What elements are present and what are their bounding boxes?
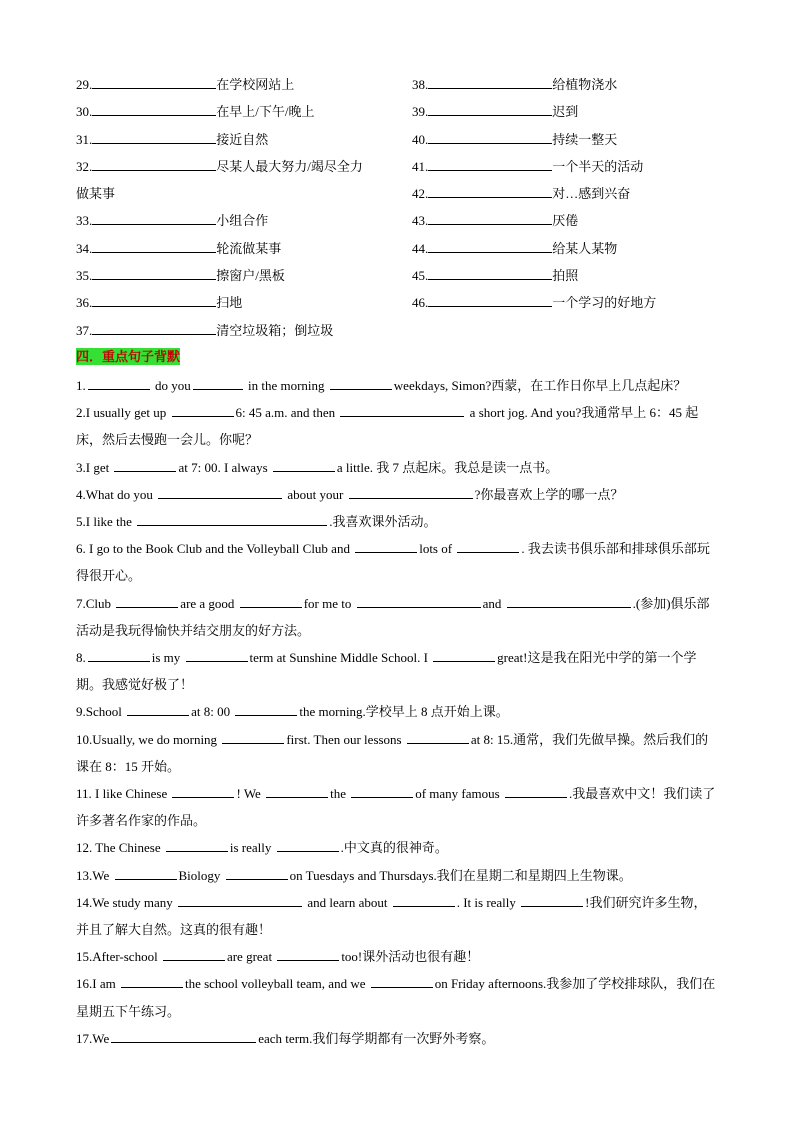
- answer-blank[interactable]: [357, 594, 481, 608]
- answer-blank[interactable]: [92, 130, 216, 144]
- vocab-item: [76, 239, 412, 266]
- sentence-item: [76, 834, 718, 861]
- item-number: 40.: [412, 131, 429, 147]
- sentence-item: [76, 454, 718, 481]
- vocab-item: [76, 321, 412, 348]
- item-meaning: 做某事: [76, 186, 116, 202]
- answer-blank[interactable]: [88, 648, 150, 662]
- vocab-item: [412, 102, 736, 129]
- sentence-text: term at Sunshine Middle School. I: [249, 650, 432, 666]
- sentence-text: ! We: [236, 786, 265, 802]
- vocab-item: [76, 130, 412, 157]
- sentence-text: 9.School: [76, 704, 126, 720]
- answer-blank[interactable]: [92, 239, 216, 253]
- item-meaning: 接近自然: [216, 131, 269, 147]
- sentence-text: are a good: [180, 595, 238, 611]
- answer-blank[interactable]: [277, 838, 339, 852]
- sentence-text: 6. I go to the Book Club and the Volleyball Club and: [76, 541, 354, 557]
- answer-blank[interactable]: [137, 512, 327, 526]
- item-meaning: 一个半天的活动: [552, 158, 644, 174]
- sentence-text: at 7: 00. I always: [178, 459, 271, 475]
- vocab-row: [76, 75, 736, 102]
- vocab-item: [412, 157, 736, 184]
- answer-blank[interactable]: [428, 266, 552, 280]
- sentence-text: . It is really: [456, 894, 520, 910]
- sentence-item: [76, 1025, 718, 1052]
- item-number: 46.: [412, 295, 429, 311]
- sentence-text: about your: [284, 486, 347, 502]
- answer-blank[interactable]: [521, 893, 583, 907]
- answer-blank[interactable]: [505, 784, 567, 798]
- item-number: 31.: [76, 131, 93, 147]
- answer-blank[interactable]: [428, 184, 552, 198]
- sentence-text: lots of: [419, 541, 456, 557]
- answer-blank[interactable]: [111, 1029, 256, 1043]
- sentence-text: 10.Usually, we do morning: [76, 731, 221, 747]
- sentence-item: [76, 372, 718, 399]
- item-number: 41.: [412, 158, 429, 174]
- vocab-row: [76, 293, 736, 320]
- answer-blank[interactable]: [428, 157, 552, 171]
- sentence-item: [76, 590, 718, 644]
- item-meaning: 小组合作: [216, 213, 269, 229]
- answer-blank[interactable]: [92, 321, 216, 335]
- answer-blank[interactable]: [349, 485, 473, 499]
- vocab-item: [412, 211, 736, 238]
- vocab-list: [76, 75, 736, 348]
- sentence-text: !我们研究许多生物，并且了解大自然。这真的很有趣！: [76, 894, 707, 938]
- sentence-text: 14.We study many: [76, 894, 177, 910]
- answer-blank[interactable]: [172, 403, 234, 417]
- vocab-row: [76, 321, 736, 348]
- answer-blank[interactable]: [433, 648, 495, 662]
- sentence-text: Biology: [178, 867, 224, 883]
- answer-blank[interactable]: [158, 485, 282, 499]
- answer-blank[interactable]: [92, 211, 216, 225]
- answer-blank[interactable]: [355, 539, 417, 553]
- answer-blank[interactable]: [330, 376, 392, 390]
- sentence-text: and: [482, 595, 505, 611]
- item-meaning: 给某人某物: [552, 240, 618, 256]
- vocab-item: [412, 266, 736, 293]
- answer-blank[interactable]: [507, 594, 631, 608]
- sentence-text: at 8: 00: [191, 704, 234, 720]
- vocab-row: [76, 239, 736, 266]
- vocab-item: [412, 293, 736, 320]
- sentence-text: .我喜欢课外活动。: [329, 514, 437, 530]
- sentence-text: the school volleyball team, and we: [184, 976, 369, 992]
- vocab-item: [412, 130, 736, 157]
- sentence-text: too!课外活动也很有趣！: [341, 949, 480, 965]
- sentence-item: [76, 889, 718, 943]
- answer-blank[interactable]: [172, 784, 234, 798]
- answer-blank[interactable]: [116, 594, 178, 608]
- item-number: 44.: [412, 240, 429, 256]
- vocab-item: [76, 157, 412, 184]
- answer-blank[interactable]: [457, 539, 519, 553]
- sentence-list: [76, 372, 718, 1052]
- item-meaning: 持续一整天: [552, 131, 618, 147]
- sentence-text: 11. I like Chinese: [76, 786, 171, 802]
- vocab-item-continued: [76, 184, 412, 211]
- vocab-item: [76, 293, 412, 320]
- vocab-row: [76, 184, 736, 211]
- item-meaning: 轮流做某事: [216, 240, 282, 256]
- answer-blank[interactable]: [92, 293, 216, 307]
- item-meaning: 在早上/下午/晚上: [216, 104, 315, 120]
- answer-blank[interactable]: [240, 594, 302, 608]
- answer-blank[interactable]: [273, 458, 335, 472]
- sentence-text: are great: [226, 949, 276, 965]
- answer-blank[interactable]: [428, 130, 552, 144]
- sentence-text: each term.我们每学期都有一次野外考察。: [258, 1030, 495, 1046]
- answer-blank[interactable]: [163, 947, 225, 961]
- item-meaning: 拍照: [552, 268, 579, 284]
- sentence-text: first. Then our lessons: [286, 731, 405, 747]
- sentence-text: the morning.学校早上 8 点开始上课。: [299, 704, 509, 720]
- vocab-row: [76, 157, 736, 184]
- sentence-text: great!这是我在阳光中学的第一个学期。我感觉好极了！: [76, 650, 697, 693]
- answer-blank[interactable]: [371, 974, 433, 988]
- sentence-item: [76, 644, 718, 698]
- item-number: 39.: [412, 104, 429, 120]
- item-meaning: 迟到: [552, 104, 579, 120]
- answer-blank[interactable]: [428, 75, 552, 89]
- sentence-text: 6: 45 a.m. and then: [235, 405, 339, 421]
- answer-blank[interactable]: [235, 702, 297, 716]
- vocab-row: [76, 102, 736, 129]
- item-meaning: 给植物浇水: [552, 77, 618, 92]
- sentence-item: [76, 481, 718, 508]
- sentence-text: 8.: [76, 650, 86, 666]
- answer-blank[interactable]: [92, 102, 216, 116]
- answer-blank[interactable]: [127, 702, 189, 716]
- answer-blank[interactable]: [407, 730, 469, 744]
- vocab-item: [412, 75, 736, 102]
- answer-blank[interactable]: [428, 293, 552, 307]
- sentence-text: 2.I usually get up: [76, 405, 170, 421]
- item-number: 38.: [412, 77, 429, 92]
- item-number: 37.: [76, 322, 93, 338]
- answer-blank[interactable]: [92, 157, 216, 171]
- vocab-row: [76, 266, 736, 293]
- sentence-text: in the morning: [244, 378, 328, 393]
- answer-blank[interactable]: [186, 648, 248, 662]
- sentence-text: at 8: 15.通常，我们先做早操。然后我们的课在 8：15 开始。: [76, 731, 709, 774]
- sentence-text: of many famous: [415, 786, 503, 802]
- item-meaning: 尽某人最大努力/竭尽全力: [216, 158, 363, 174]
- item-number: 33.: [76, 213, 93, 229]
- sentence-text: 1.: [76, 378, 86, 393]
- sentence-item: [76, 862, 718, 889]
- sentence-text: 3.I get: [76, 459, 113, 475]
- sentence-text: .(参加)俱乐部活动是我玩得愉快并结交朋友的好方法。: [76, 595, 710, 638]
- sentence-item: [76, 698, 718, 725]
- item-number: 29.: [76, 77, 93, 92]
- sentence-text: 7.Club: [76, 595, 115, 611]
- item-number: 30.: [76, 104, 93, 120]
- vocab-item: [76, 75, 412, 102]
- item-number: 45.: [412, 268, 429, 284]
- item-meaning: 擦窗户/黑板: [216, 268, 285, 284]
- sentence-text: on Friday afternoons.我参加了学校排球队，我们在星期五下午练习。: [76, 976, 716, 1019]
- sentence-text: do you: [151, 378, 191, 393]
- sentence-text: weekdays, Simon?西蒙，在工作日你早上几点起床？: [393, 378, 687, 393]
- sentence-item: [76, 726, 718, 780]
- item-number: 43.: [412, 213, 429, 229]
- vocab-row: [76, 211, 736, 238]
- sentence-text: 12. The Chinese: [76, 840, 164, 856]
- answer-blank[interactable]: [115, 866, 177, 880]
- answer-blank[interactable]: [266, 784, 328, 798]
- item-meaning: 一个学习的好地方: [552, 295, 657, 311]
- item-number: 35.: [76, 268, 93, 284]
- sentence-text: a little. 我 7 点起床。我总是读一点书。: [336, 459, 559, 475]
- sentence-item: [76, 399, 718, 453]
- vocab-item: [412, 184, 736, 211]
- vocab-item: [412, 239, 736, 266]
- sentence-text: .我最喜欢中文！我们读了许多著名作家的作品。: [76, 786, 716, 829]
- answer-blank[interactable]: [340, 403, 464, 417]
- answer-blank[interactable]: [193, 376, 243, 390]
- answer-blank[interactable]: [428, 102, 552, 116]
- answer-blank[interactable]: [226, 866, 288, 880]
- sentence-text: 16.I am: [76, 976, 119, 992]
- sentence-text: 15.After-school: [76, 949, 161, 965]
- item-meaning: 扫地: [216, 295, 243, 311]
- sentence-text: 13.We: [76, 867, 113, 883]
- item-meaning: 在学校网站上: [216, 77, 295, 92]
- sentence-item: [76, 970, 718, 1024]
- answer-blank[interactable]: [114, 458, 176, 472]
- vocab-item-empty: [412, 321, 736, 348]
- answer-blank[interactable]: [222, 730, 284, 744]
- answer-blank[interactable]: [121, 974, 183, 988]
- item-number: 34.: [76, 240, 93, 256]
- answer-blank[interactable]: [92, 266, 216, 280]
- vocab-item: [76, 102, 412, 129]
- sentence-text: the: [330, 786, 350, 802]
- item-number: 32.: [76, 158, 93, 174]
- sentence-text: is really: [229, 840, 275, 856]
- answer-blank[interactable]: [428, 239, 552, 253]
- answer-blank[interactable]: [166, 838, 228, 852]
- answer-blank[interactable]: [351, 784, 413, 798]
- sentence-text: .中文真的很神奇。: [340, 840, 448, 856]
- item-number: 36.: [76, 295, 93, 311]
- sentence-text: . 我去读书俱乐部和排球俱乐部玩得很开心。: [76, 541, 710, 584]
- section-title: 四．重点句子背默: [76, 349, 181, 364]
- sentence-item: [76, 780, 718, 834]
- item-meaning: 对…感到兴奋: [552, 186, 631, 202]
- answer-blank[interactable]: [428, 211, 552, 225]
- sentence-text: and learn about: [304, 894, 391, 910]
- sentence-text: is my: [151, 650, 184, 666]
- sentence-text: 4.What do you: [76, 486, 157, 502]
- sentence-item: [76, 535, 718, 589]
- item-number: 42.: [412, 186, 429, 202]
- answer-blank[interactable]: [92, 75, 216, 89]
- sentence-text: ?你最喜欢上学的哪一点？: [474, 486, 624, 502]
- item-meaning: 厌倦: [552, 213, 579, 229]
- sentence-text: on Tuesdays and Thursdays.我们在星期二和星期四上生物课。: [289, 867, 632, 883]
- sentence-text: 5.I like the: [76, 514, 136, 530]
- vocab-item: [76, 266, 412, 293]
- answer-blank[interactable]: [88, 376, 150, 390]
- sentence-item: [76, 943, 718, 970]
- sentence-text: a short jog. And you?我通常早上 6：45 起床，然后去慢跑一会儿。你呢？: [76, 405, 699, 448]
- sentence-text: for me to: [303, 595, 355, 611]
- answer-blank[interactable]: [178, 893, 302, 907]
- sentence-text: 17.We: [76, 1030, 110, 1046]
- answer-blank[interactable]: [393, 893, 455, 907]
- section-heading: [76, 346, 180, 365]
- answer-blank[interactable]: [277, 947, 339, 961]
- sentence-item: [76, 508, 718, 535]
- item-meaning: 清空垃圾箱；倒垃圾: [216, 322, 334, 338]
- vocab-row: [76, 130, 736, 157]
- vocab-item: [76, 211, 412, 238]
